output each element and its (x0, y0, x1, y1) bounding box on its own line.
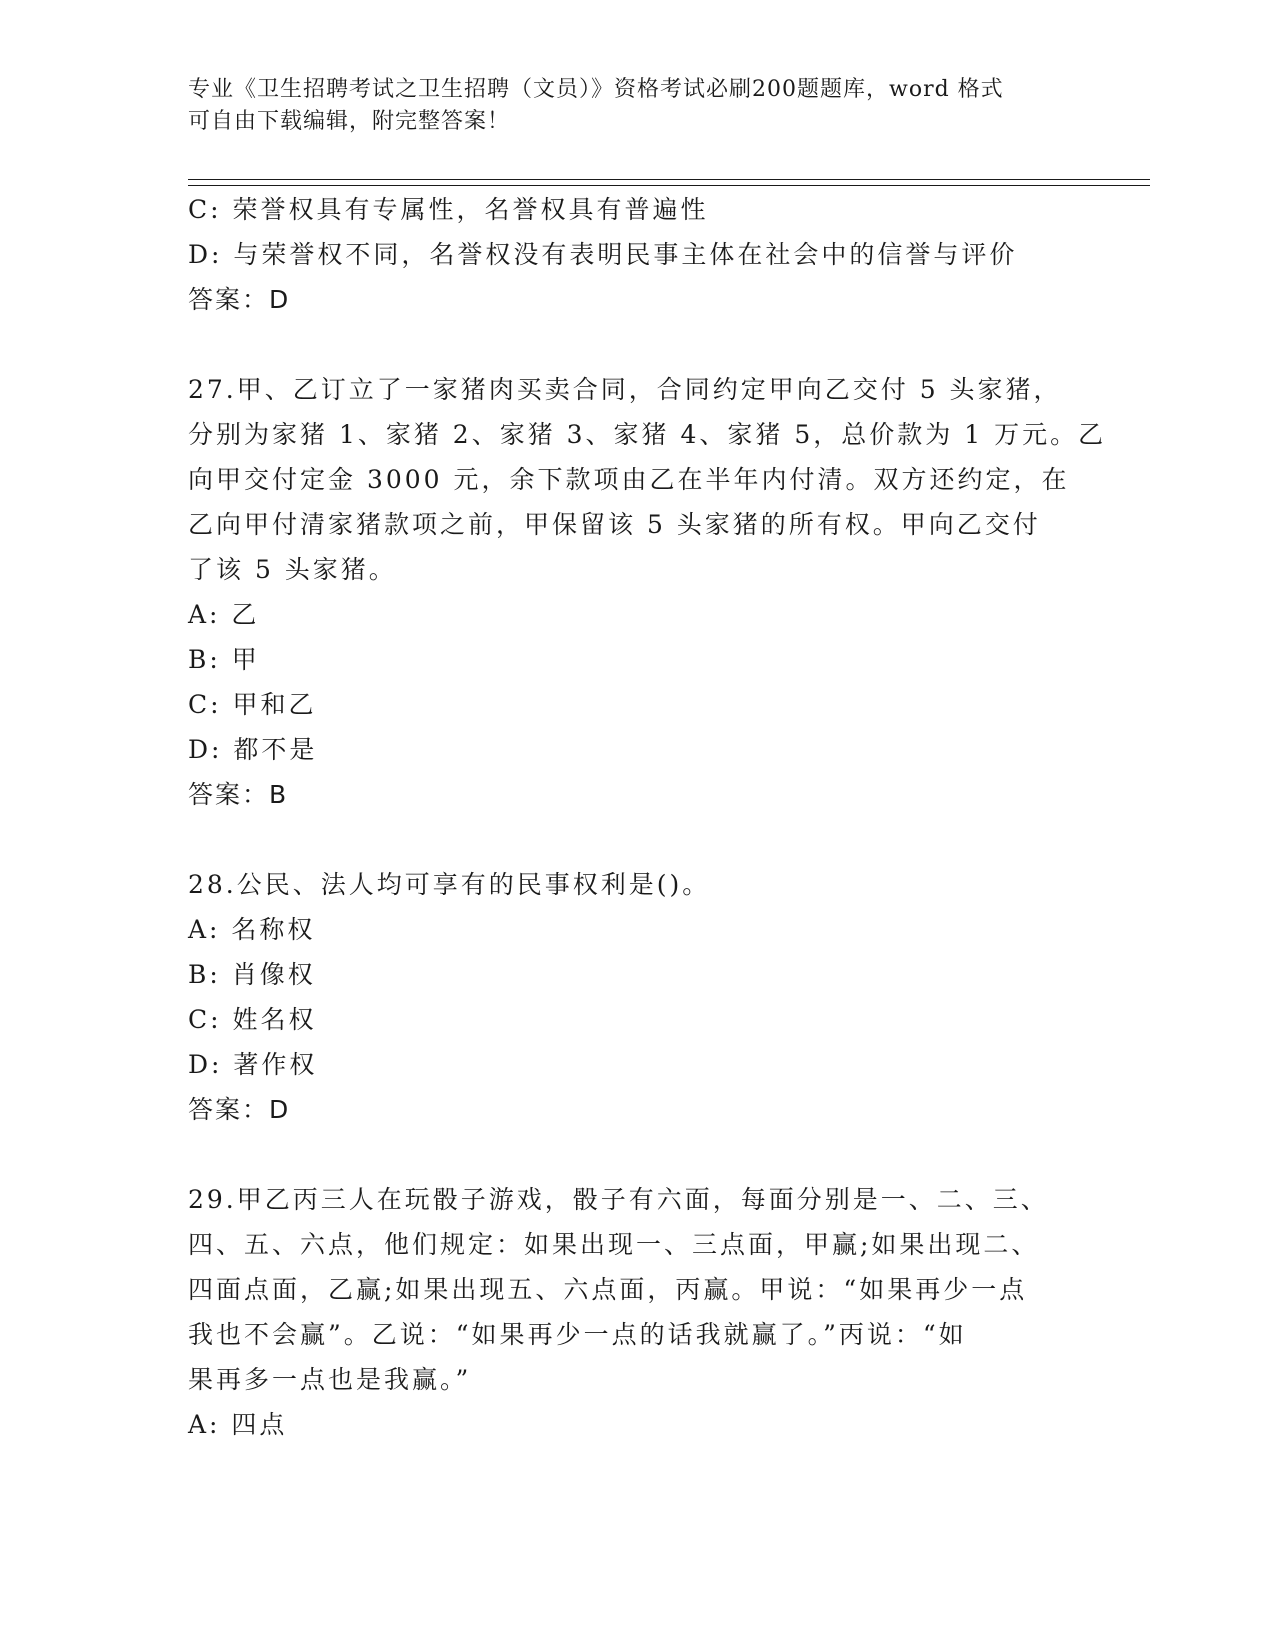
question-line: 了该 5 头家猪。 (188, 555, 397, 584)
option-b: B: 肖像权 (188, 960, 316, 989)
header-title-line-2: 可自由下载编辑，附完整答案！ (188, 109, 511, 134)
option-a: A: 四点 (188, 1410, 288, 1439)
question-26-tail (188, 187, 1088, 322)
answer-line: 答案：B (188, 780, 289, 809)
option-c: C: 姓名权 (188, 1005, 317, 1034)
option-d: D: 与荣誉权不同，名誉权没有表明民事主体在社会中的信誉与评价 (188, 240, 1018, 269)
option-d: D: 都不是 (188, 735, 318, 764)
question-29 (188, 1177, 1088, 1447)
question-line: 果再多一点也是我赢。” (188, 1365, 472, 1394)
answer-line: 答案：D (188, 1095, 291, 1124)
spacer (188, 1132, 1088, 1177)
page-header (188, 74, 1068, 138)
question-line: 四、五、六点，他们规定：如果出现一、三点面，甲赢;如果出现二、 (188, 1230, 1040, 1259)
question-line: 我也不会赢”。乙说：“如果再少一点的话我就赢了。”丙说：“如 (188, 1320, 967, 1349)
question-text (188, 862, 1088, 907)
option-a: A: 乙 (188, 600, 260, 629)
option-c: C: 甲和乙 (188, 690, 317, 719)
header-divider (188, 179, 1150, 186)
option-c: C: 荣誉权具有专属性，名誉权具有普遍性 (188, 195, 709, 224)
option-d: D: 著作权 (188, 1050, 318, 1079)
document-body (188, 187, 1107, 1447)
spacer (188, 322, 1088, 367)
question-28 (188, 862, 1088, 1132)
answer-line: 答案：D (188, 285, 291, 314)
question-text (188, 367, 1107, 592)
question-line: 分别为家猪 1、家猪 2、家猪 3、家猪 4、家猪 5，总价款为 1 万元。乙 (188, 420, 1107, 449)
option-a: A: 名称权 (188, 915, 316, 944)
option-b: B: 甲 (188, 645, 260, 674)
question-line: 乙向甲付清家猪款项之前，甲保留该 5 头家猪的所有权。甲向乙交付 (188, 510, 1041, 539)
question-line: 四面点面，乙赢;如果出现五、六点面，丙赢。甲说：“如果再少一点 (188, 1275, 1028, 1304)
question-line: 28.公民、法人均可享有的民事权利是()。 (188, 870, 711, 899)
question-27 (188, 367, 1107, 817)
question-text (188, 1177, 1088, 1402)
question-line: 29.甲乙丙三人在玩骰子游戏，骰子有六面，每面分别是一、二、三、 (188, 1185, 1049, 1214)
question-line: 向甲交付定金 3000 元，余下款项由乙在半年内付清。双方还约定，在 (188, 465, 1070, 494)
header-title-line-1: 专业《卫生招聘考试之卫生招聘（文员）》资格考试必刷200题题库，word 格式 (188, 77, 1004, 102)
spacer (188, 817, 1088, 862)
question-line: 27.甲、乙订立了一家猪肉买卖合同，合同约定甲向乙交付 5 头家猪， (188, 375, 1062, 404)
